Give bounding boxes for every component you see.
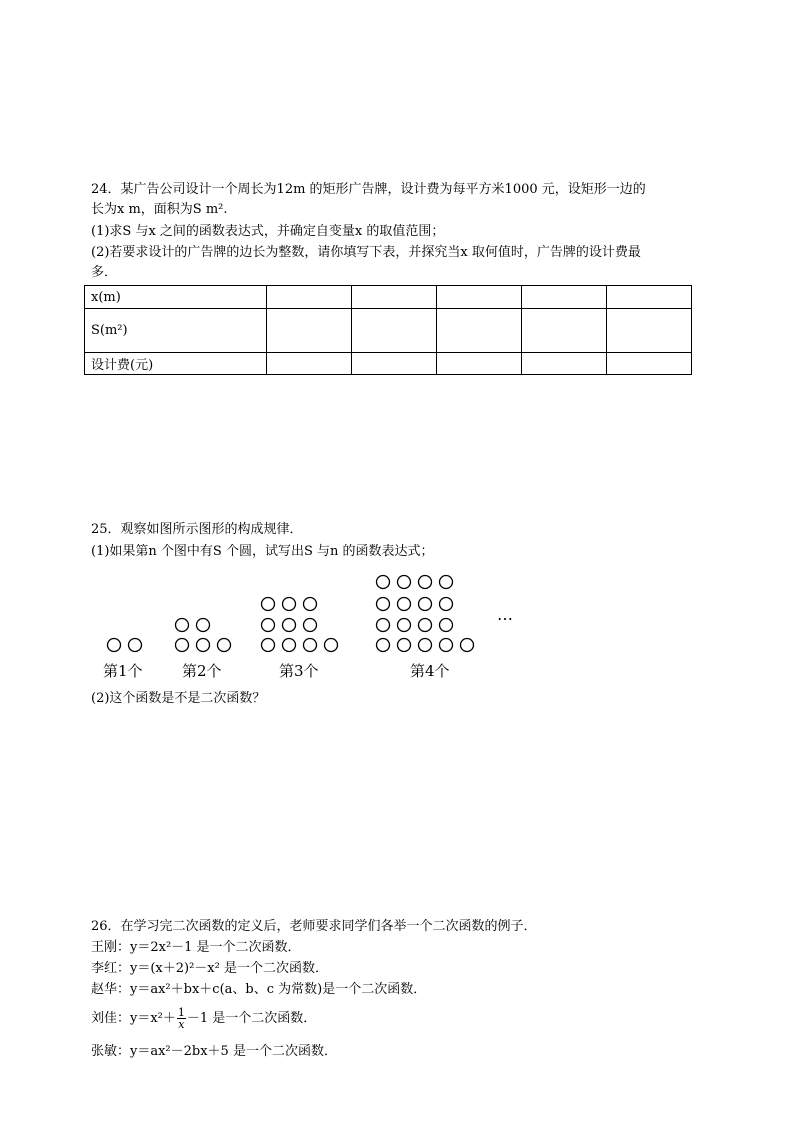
circle <box>398 576 411 589</box>
fraction <box>177 1007 186 1030</box>
q26-lihong: 李红：y＝(x＋2)²－x² 是一个二次函数． <box>91 961 328 976</box>
figure-caption-3: 第3个 <box>279 662 319 680</box>
circle <box>176 619 189 632</box>
ellipsis: … <box>497 605 513 624</box>
circle <box>129 639 142 652</box>
fraction-numerator: 1 <box>177 1006 185 1019</box>
circle <box>262 639 275 652</box>
q25-part2: (2)这个函数是不是二次函数？ <box>91 691 266 706</box>
circle <box>461 639 474 652</box>
circle <box>419 639 432 652</box>
q24-part2-cont: 多． <box>91 265 118 280</box>
q26-liujia <box>91 1006 316 1032</box>
circle <box>176 639 189 652</box>
circle <box>325 639 338 652</box>
q26-liujia-post: －1 是一个二次函数． <box>186 1011 317 1026</box>
circle <box>218 639 231 652</box>
circle <box>440 639 453 652</box>
circle <box>262 619 275 632</box>
circle <box>398 598 411 611</box>
table-row-label: S(m²) <box>85 309 267 353</box>
circle <box>398 639 411 652</box>
circle <box>398 619 411 632</box>
circle <box>283 639 296 652</box>
circle <box>283 619 296 632</box>
circle <box>377 598 390 611</box>
circle <box>304 619 317 632</box>
circle <box>377 639 390 652</box>
circle <box>283 598 296 611</box>
q26-wanggang: 王刚：y＝2x²－1 是一个二次函数． <box>91 940 301 955</box>
circle <box>419 619 432 632</box>
table-row-label: 设计费(元) <box>85 353 267 375</box>
circle <box>440 598 453 611</box>
q24-part2: (2)若要求设计的广告牌的边长为整数，请你填写下表，并探究当x 取何值时，广告牌的设计费最 <box>91 245 641 260</box>
q24-part1: (1)求S 与x 之间的函数表达式，并确定自变量x 的取值范围； <box>91 224 445 239</box>
q24-line1: 24．某广告公司设计一个周长为12m 的矩形广告牌，设计费为每平方米1000 元，设矩形一边的 <box>91 182 646 197</box>
circle <box>108 639 121 652</box>
circle <box>440 576 453 589</box>
q25-line1: 25．观察如图所示图形的构成规律． <box>91 522 303 537</box>
circle <box>419 598 432 611</box>
fraction-denominator: x <box>178 1018 185 1031</box>
q25-part1: (1)如果第n 个图中有S 个圆，试写出S 与n 的函数表达式； <box>91 544 434 559</box>
q26-line1: 26．在学习完二次函数的定义后，老师要求同学们各举一个二次函数的例子． <box>91 919 537 934</box>
q26-zhaohua: 赵华：y＝ax²＋bx＋c(a、b、c 为常数)是一个二次函数． <box>91 982 427 997</box>
figure-caption-4: 第4个 <box>410 662 450 680</box>
circle <box>262 598 275 611</box>
figure-caption-1: 第1个 <box>103 662 143 680</box>
circle <box>377 576 390 589</box>
circle <box>377 619 390 632</box>
circle <box>440 619 453 632</box>
circle <box>197 639 210 652</box>
q24-line2: 长为x m，面积为S m². <box>91 202 228 217</box>
figure-caption-2: 第2个 <box>182 662 222 680</box>
circle <box>419 576 432 589</box>
circle <box>304 639 317 652</box>
circle <box>197 619 210 632</box>
q26-zhangmin: 张敏：y＝ax²－2bx＋5 是一个二次函数． <box>91 1044 337 1059</box>
table-row-label: x(m) <box>85 286 267 309</box>
q26-liujia-pre: 刘佳：y＝x²＋ <box>91 1011 176 1026</box>
circle <box>304 598 317 611</box>
